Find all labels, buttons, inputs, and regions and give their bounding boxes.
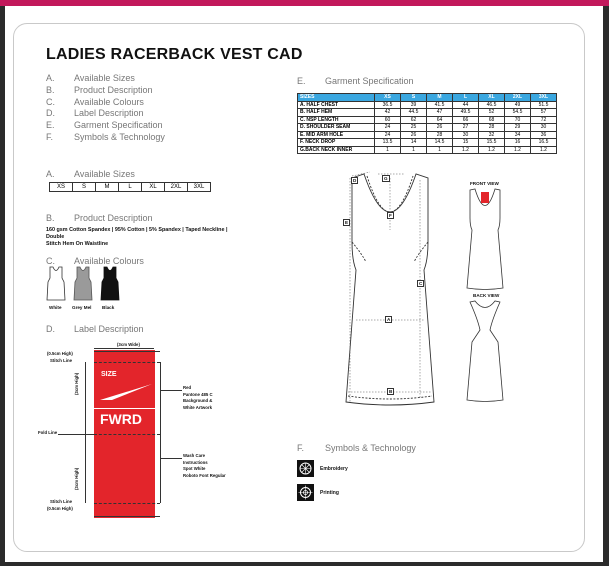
section-letter: C. <box>46 256 55 266</box>
spec-cell: 51.5 <box>531 101 557 109</box>
spec-cell: 28 <box>427 131 453 139</box>
size-cell: XL <box>142 183 165 192</box>
spec-cell: 26 <box>427 124 453 132</box>
section-letter: F. <box>297 443 305 453</box>
spec-cell: 26 <box>401 131 427 139</box>
label-note: (0.5cm High) <box>47 506 73 511</box>
spec-marker: G <box>384 176 388 181</box>
spec-row <box>298 101 557 109</box>
width-dimension-line <box>94 348 154 349</box>
embroidery-icon <box>297 460 314 477</box>
spec-cell: 49 <box>505 101 531 109</box>
spec-cell: 14.5 <box>427 139 453 147</box>
note-line: White Artwork <box>183 404 212 410</box>
stitch-line-top <box>94 362 160 363</box>
toc-item <box>46 108 165 120</box>
spec-cell: F. NECK DROP <box>298 139 375 147</box>
spec-cell: 16 <box>505 139 531 147</box>
toc-label: Garment Specification <box>74 120 163 131</box>
section-letter: B. <box>46 213 55 223</box>
section-title: Available Colours <box>74 256 144 266</box>
spec-marker: D <box>353 178 357 183</box>
vest-white-icon <box>47 267 65 300</box>
back-view-label: BACK VIEW <box>473 293 500 298</box>
toc-item <box>46 120 165 132</box>
note-line: Spot White <box>183 466 206 472</box>
front-view-drawing <box>460 188 510 292</box>
label-colour-notes <box>183 385 213 411</box>
page-title: LADIES RACERBACK VEST CAD <box>46 46 303 63</box>
spec-marker: C <box>419 281 423 286</box>
label-note: Stitch Line <box>50 358 72 363</box>
spec-header-cell: S <box>401 94 427 102</box>
spec-row <box>298 131 557 139</box>
section-letter: A. <box>46 169 55 179</box>
spec-cell: 49.5 <box>453 109 479 117</box>
spec-cell: 44.5 <box>401 109 427 117</box>
toc-letter: D. <box>46 108 55 119</box>
spec-cell: 1.2 <box>479 146 505 154</box>
spec-row <box>298 124 557 132</box>
note-line: Background & <box>183 398 213 404</box>
toc-letter: B. <box>46 84 55 95</box>
size-cell: XS <box>50 183 73 192</box>
spec-cell: 66 <box>453 116 479 124</box>
right-dimension-lower <box>156 434 161 503</box>
toc-label: Label Description <box>74 108 144 119</box>
description-line: 160 gsm Cotton Spandex | 95% Cotton | 5% Spandex | Taped Neckline | Double <box>46 227 228 240</box>
size-cell: L <box>119 183 142 192</box>
stitch-line-bottom <box>94 503 160 504</box>
toc-label: Available Sizes <box>74 73 135 83</box>
sizes-table <box>49 182 211 192</box>
note-line: Red <box>183 385 192 390</box>
colours-heading <box>46 256 144 266</box>
spec-cell: 34 <box>505 131 531 139</box>
colour-name: Grey Mel <box>72 305 92 310</box>
spec-cell: 13.5 <box>375 139 401 147</box>
fold-line <box>94 434 160 435</box>
symbol-label: Embroidery <box>320 465 348 472</box>
spec-cell: 32 <box>479 131 505 139</box>
spec-cell: 46.5 <box>479 101 505 109</box>
spec-cell: 30 <box>453 131 479 139</box>
spec-cell: 24 <box>375 124 401 132</box>
note-line: Roboto Font Regular <box>183 472 226 478</box>
size-cell: M <box>96 183 119 192</box>
right-dimension-upper <box>156 362 161 434</box>
sizes-heading <box>46 169 135 179</box>
label-care-notes <box>183 453 226 479</box>
spec-row <box>298 116 557 124</box>
spec-cell: 1 <box>427 146 453 154</box>
toc-item <box>46 73 165 85</box>
front-label-patch <box>481 192 489 203</box>
spec-cell: 16.5 <box>531 139 557 147</box>
size-cell: 3XL <box>188 183 211 192</box>
section-title: Label Description <box>74 324 144 334</box>
toc-item <box>46 85 165 97</box>
toc-letter: C. <box>46 96 55 107</box>
spec-cell: 15.5 <box>479 139 505 147</box>
spec-cell: 62 <box>401 116 427 124</box>
label-note: (3cm High) <box>74 372 79 395</box>
spec-cell: 60 <box>375 116 401 124</box>
spec-cell: 1.2 <box>453 146 479 154</box>
spec-cell: 1 <box>375 146 401 154</box>
note-line: Instructions <box>183 459 208 465</box>
spec-cell: 41.5 <box>427 101 453 109</box>
spec-marker: A <box>387 317 391 322</box>
spec-cell: 72 <box>531 116 557 124</box>
symbols-heading <box>297 443 416 453</box>
label-note: (0.5cm High) <box>47 351 73 356</box>
fold-pointer <box>58 434 94 435</box>
toc-letter: E. <box>46 120 55 131</box>
vest-black-icon <box>101 267 119 300</box>
vest-grey-icon <box>74 267 92 300</box>
spec-cell: 27 <box>453 124 479 132</box>
height-ref-line <box>94 351 160 352</box>
note-line: Wash Care <box>183 453 206 458</box>
section-letter: D. <box>46 324 55 334</box>
spec-cell: 44 <box>453 101 479 109</box>
spec-cell: 54.5 <box>505 109 531 117</box>
product-description <box>46 227 246 248</box>
printing-icon <box>297 484 314 501</box>
spec-cell: 15 <box>453 139 479 147</box>
label-heading <box>46 324 144 334</box>
label-size-text: SIZE <box>101 371 117 378</box>
label-note: Stitch Line <box>50 499 72 504</box>
spec-cell: 57 <box>531 109 557 117</box>
colour-vest-icons <box>44 266 134 302</box>
spec-cell: 70 <box>505 116 531 124</box>
table-of-contents <box>46 73 165 144</box>
spec-header-cell: XS <box>375 94 401 102</box>
spec-cell: 42 <box>375 109 401 117</box>
spec-header-cell: 3XL <box>531 94 557 102</box>
height-ref-line <box>94 516 160 517</box>
spec-cell: 64 <box>427 116 453 124</box>
spec-cell: E. MID ARM HOLE <box>298 131 375 139</box>
toc-item <box>46 132 165 144</box>
spec-header-cell: XL <box>479 94 505 102</box>
section-title: Garment Specification <box>325 76 414 86</box>
size-cell: S <box>73 183 96 192</box>
spec-marker: E <box>345 220 349 225</box>
spec-cell: 52 <box>479 109 505 117</box>
spec-heading <box>297 76 414 86</box>
description-heading <box>46 213 153 223</box>
spec-cell: 36.5 <box>375 101 401 109</box>
section-letter: E. <box>297 76 306 86</box>
spec-cell: 1.2 <box>505 146 531 154</box>
toc-label: Product Description <box>74 84 153 95</box>
note-line: Pantone 485 C <box>183 391 213 397</box>
spec-cell: 39 <box>401 101 427 109</box>
spec-cell: 28 <box>479 124 505 132</box>
spec-cell: 1 <box>401 146 427 154</box>
toc-letter: F. <box>46 131 54 142</box>
garment-spec-table <box>297 93 557 154</box>
front-view-label: FRONT VIEW <box>470 181 499 186</box>
spec-cell: A. HALF CHEST <box>298 101 375 109</box>
spec-cell: 29 <box>505 124 531 132</box>
note-pointer <box>160 458 182 459</box>
spec-cell: B. HALF HEM <box>298 109 375 117</box>
spec-cell: G.BACK NECK INNER <box>298 146 375 154</box>
spec-cell: 1.2 <box>531 146 557 154</box>
section-title: Product Description <box>74 213 153 223</box>
spec-header-cell: 2XL <box>505 94 531 102</box>
spec-cell: 36 <box>531 131 557 139</box>
symbol-label: Printing <box>320 489 339 496</box>
spec-cell: D. SHOULDER SEAM <box>298 124 375 132</box>
toc-label: Symbols & Technology <box>74 131 165 142</box>
symbol-row <box>297 460 348 477</box>
section-title: Available Sizes <box>74 169 135 179</box>
spec-marker-layer <box>330 170 450 415</box>
label-diagram <box>40 340 240 520</box>
label-note: Fold Line <box>38 430 58 435</box>
colour-name: Black <box>102 305 115 310</box>
spec-header-cell: SIZES <box>298 94 375 102</box>
toc-label: Available Colours <box>74 96 144 107</box>
colour-name: White <box>49 305 62 310</box>
size-cell: 2XL <box>165 183 188 192</box>
spec-cell: 25 <box>401 124 427 132</box>
back-view-drawing <box>460 300 510 404</box>
toc-letter: A. <box>46 73 55 83</box>
label-brand-text: FWRD <box>100 411 142 427</box>
spec-cell: 24 <box>375 131 401 139</box>
spec-header-row <box>298 94 557 102</box>
spec-marker: B <box>389 389 393 394</box>
spec-row <box>298 139 557 147</box>
spec-row <box>298 109 557 117</box>
label-width-note: (3cm Wide) <box>117 342 140 347</box>
spec-cell: 30 <box>531 124 557 132</box>
spec-cell: 47 <box>427 109 453 117</box>
spec-header-cell: M <box>427 94 453 102</box>
spec-marker: F <box>389 213 392 218</box>
label-note: (3cm High) <box>74 467 79 490</box>
colour-swatches <box>44 266 134 314</box>
spec-row <box>298 146 557 154</box>
label-divider <box>94 408 155 409</box>
section-title: Symbols & Technology <box>325 443 416 453</box>
spec-cell: C. NSP LENGTH <box>298 116 375 124</box>
description-line: Stitch Hem On Waistline <box>46 241 109 247</box>
note-pointer <box>160 390 182 391</box>
spec-cell: 68 <box>479 116 505 124</box>
left-dimension-line <box>85 362 86 503</box>
toc-item <box>46 97 165 109</box>
swoosh-mark-icon <box>98 380 154 402</box>
spec-header-cell: L <box>453 94 479 102</box>
symbol-row <box>297 484 339 501</box>
spec-cell: 14 <box>401 139 427 147</box>
